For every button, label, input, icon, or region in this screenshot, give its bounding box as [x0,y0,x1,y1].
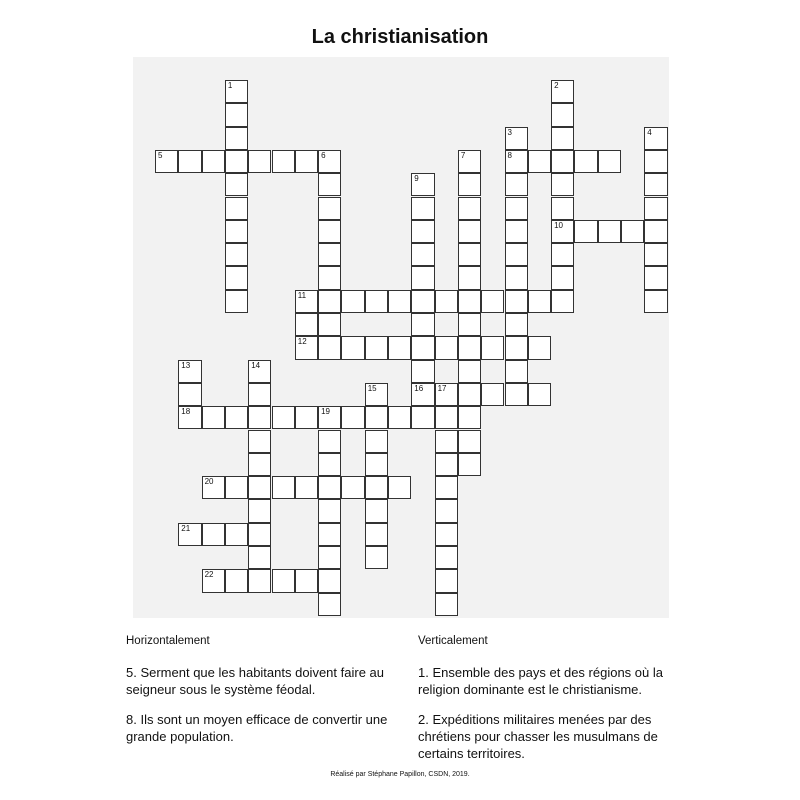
grid-cell[interactable] [202,476,225,499]
grid-cell[interactable] [598,220,621,243]
clue-number: 18 [181,407,191,417]
grid-cell[interactable] [202,406,225,429]
clue-number: 7 [460,150,466,160]
grid-cell[interactable] [644,127,667,150]
grid-cell[interactable] [435,546,458,569]
grid-cell[interactable] [505,127,528,150]
grid-cell[interactable] [551,103,574,126]
grid-cell[interactable] [411,197,434,220]
grid-cell[interactable] [365,476,388,499]
grid-cell[interactable] [435,383,458,406]
clue-number: 10 [554,220,563,230]
grid-cell[interactable] [341,406,364,429]
grid-cell[interactable] [644,243,667,266]
grid-cell[interactable] [318,243,341,266]
grid-cell[interactable] [365,290,388,313]
grid-cell[interactable] [225,103,248,126]
clue-number: 16 [414,383,424,393]
grid-cell[interactable] [644,266,667,289]
grid-cell[interactable] [411,290,434,313]
grid-cell[interactable] [295,336,318,359]
clue-number: 5 [158,150,163,160]
grid-cell[interactable] [598,150,621,173]
grid-cell[interactable] [458,360,481,383]
grid-cell[interactable] [178,150,201,173]
clue-number: 22 [204,570,214,580]
grid-cell[interactable] [318,546,341,569]
grid-cell[interactable] [481,290,504,313]
grid-cell[interactable] [318,173,341,196]
down-heading: Verticalement [418,635,488,647]
grid-cell[interactable] [225,290,248,313]
grid-cell[interactable] [341,336,364,359]
grid-cell[interactable] [202,523,225,546]
grid-cell[interactable] [481,336,504,359]
grid-cell[interactable] [435,336,458,359]
grid-cell[interactable] [225,197,248,220]
grid-cell[interactable] [644,290,667,313]
grid-cell[interactable] [505,360,528,383]
grid-cell[interactable] [318,569,341,592]
grid-cell[interactable] [458,197,481,220]
grid-cell[interactable] [225,476,248,499]
grid-cell[interactable] [505,220,528,243]
grid-cell[interactable] [411,220,434,243]
grid-cell[interactable] [435,569,458,592]
clue-number: 17 [437,383,447,393]
grid-cell[interactable] [272,150,295,173]
grid-cell[interactable] [458,173,481,196]
grid-cell[interactable] [225,406,248,429]
grid-cell[interactable] [248,546,271,569]
grid-cell[interactable] [388,406,411,429]
clue-number: 6 [321,150,326,160]
grid-cell[interactable] [365,406,388,429]
grid-cell[interactable] [225,523,248,546]
grid-cell[interactable] [225,266,248,289]
grid-cell[interactable] [248,523,271,546]
grid-cell[interactable] [248,360,271,383]
grid-cell[interactable] [248,150,271,173]
grid-cell[interactable] [411,173,434,196]
grid-cell[interactable] [318,593,341,616]
grid-cell[interactable] [318,406,341,429]
grid-cell[interactable] [458,430,481,453]
grid-cell[interactable] [411,336,434,359]
grid-cell[interactable] [248,383,271,406]
grid-cell[interactable] [388,476,411,499]
grid-cell[interactable] [388,290,411,313]
grid-cell[interactable] [458,383,481,406]
grid-cell[interactable] [458,406,481,429]
crossword-grid [133,57,669,618]
clue-number: 9 [414,174,419,184]
grid-cell[interactable] [411,313,434,336]
grid-cell[interactable] [505,266,528,289]
clue-number: 3 [507,127,512,137]
grid-cell[interactable] [318,220,341,243]
grid-cell[interactable] [248,453,271,476]
grid-cell[interactable] [272,406,295,429]
grid-cell[interactable] [505,243,528,266]
grid-cell[interactable] [295,476,318,499]
grid-cell[interactable] [644,150,667,173]
grid-cell[interactable] [295,150,318,173]
grid-cell[interactable] [318,476,341,499]
clue-down-2: 2. Expéditions militaires menées par des chrétiens pour chasser les musulmans de certains territoires. [418,712,658,761]
grid-cell[interactable] [528,383,551,406]
grid-cell[interactable] [411,360,434,383]
grid-cell[interactable] [505,173,528,196]
grid-cell[interactable] [295,290,318,313]
grid-cell[interactable] [318,336,341,359]
grid-cell[interactable] [435,290,458,313]
grid-cell[interactable] [318,523,341,546]
grid-cell[interactable] [365,499,388,522]
grid-cell[interactable] [435,453,458,476]
grid-cell[interactable] [272,476,295,499]
grid-cell[interactable] [505,150,528,173]
grid-cell[interactable] [551,290,574,313]
clue-across-5: 5. Serment que les habitants doivent faire au seigneur sous le système féodal. [126,665,384,697]
clue-number: 20 [204,477,214,487]
grid-cell[interactable] [295,406,318,429]
grid-cell[interactable] [318,266,341,289]
grid-cell[interactable] [318,197,341,220]
grid-cell[interactable] [341,476,364,499]
across-heading: Horizontalement [126,635,210,647]
grid-cell[interactable] [528,336,551,359]
clue-down-1: 1. Ensemble des pays et des régions où la religion dominante est le christianisme. [418,665,663,697]
clue-number: 19 [321,407,330,417]
grid-cell[interactable] [225,220,248,243]
grid-cell[interactable] [341,290,364,313]
grid-cell[interactable] [318,453,341,476]
grid-cell[interactable] [551,266,574,289]
grid-cell[interactable] [202,150,225,173]
grid-cell[interactable] [318,430,341,453]
grid-cell[interactable] [365,523,388,546]
grid-cell[interactable] [458,290,481,313]
grid-cell[interactable] [365,383,388,406]
clue-across-8: 8. Ils sont un moyen efficace de convertir une grande population. [126,712,388,744]
grid-cell[interactable] [505,197,528,220]
grid-cell[interactable] [644,220,667,243]
grid-cell[interactable] [574,220,597,243]
clue-number: 4 [647,127,652,137]
clue-number: 15 [367,383,377,393]
grid-cell[interactable] [458,336,481,359]
clue-number: 21 [181,523,191,533]
grid-cell[interactable] [178,406,201,429]
grid-cell[interactable] [505,290,528,313]
grid-cell[interactable] [551,197,574,220]
grid-cell[interactable] [225,173,248,196]
grid-cell[interactable] [178,383,201,406]
grid-cell[interactable] [644,197,667,220]
grid-cell[interactable] [178,523,201,546]
grid-cell[interactable] [155,150,178,173]
grid-cell[interactable] [458,313,481,336]
grid-cell[interactable] [458,266,481,289]
grid-cell[interactable] [365,336,388,359]
grid-cell[interactable] [551,150,574,173]
clue-number: 14 [251,360,261,370]
grid-cell[interactable] [435,593,458,616]
grid-cell[interactable] [295,313,318,336]
grid-cell[interactable] [411,243,434,266]
clue-number: 11 [297,290,307,300]
grid-cell[interactable] [411,266,434,289]
grid-cell[interactable] [248,476,271,499]
page-title: La christianisation [311,26,489,48]
grid-cell[interactable] [295,569,318,592]
grid-cell[interactable] [225,127,248,150]
grid-cell[interactable] [435,499,458,522]
grid-cell[interactable] [435,406,458,429]
grid-cell[interactable] [458,453,481,476]
grid-cell[interactable] [528,290,551,313]
grid-cell[interactable] [551,80,574,103]
grid-cell[interactable] [435,523,458,546]
grid-cell[interactable] [248,499,271,522]
grid-cell[interactable] [365,430,388,453]
grid-cell[interactable] [551,173,574,196]
grid-cell[interactable] [388,336,411,359]
grid-cell[interactable] [318,150,341,173]
grid-cell[interactable] [458,150,481,173]
grid-cell[interactable] [365,546,388,569]
grid-cell[interactable] [481,383,504,406]
grid-cell[interactable] [411,406,434,429]
grid-cell[interactable] [551,243,574,266]
grid-cell[interactable] [505,336,528,359]
grid-cell[interactable] [621,220,644,243]
grid-cell[interactable] [505,383,528,406]
grid-cell[interactable] [248,569,271,592]
grid-cell[interactable] [318,290,341,313]
grid-cell[interactable] [505,313,528,336]
grid-cell[interactable] [318,313,341,336]
grid-cell[interactable] [435,476,458,499]
clue-number: 12 [297,337,307,347]
clue-number: 1 [227,81,233,90]
clue-number: 13 [181,360,191,370]
grid-cell[interactable] [178,360,201,383]
grid-cell[interactable] [225,150,248,173]
grid-cell[interactable] [248,430,271,453]
grid-cell[interactable] [644,173,667,196]
grid-cell[interactable] [225,569,248,592]
grid-cell[interactable] [574,150,597,173]
grid-cell[interactable] [528,150,551,173]
credit-line: Réalisé par Stéphane Papillon, CSDN, 2019. [330,771,470,778]
grid-cell[interactable] [318,499,341,522]
grid-cell[interactable] [225,80,248,103]
grid-cell[interactable] [458,220,481,243]
clue-number: 2 [554,81,559,90]
grid-cell[interactable] [435,430,458,453]
grid-cell[interactable] [272,569,295,592]
clue-number: 8 [507,150,512,160]
grid-cell[interactable] [551,220,574,243]
grid-cell[interactable] [551,127,574,150]
grid-cell[interactable] [225,243,248,266]
grid-cell[interactable] [365,453,388,476]
grid-cell[interactable] [248,406,271,429]
grid-cell[interactable] [202,569,225,592]
grid-cell[interactable] [411,383,434,406]
grid-cell[interactable] [458,243,481,266]
